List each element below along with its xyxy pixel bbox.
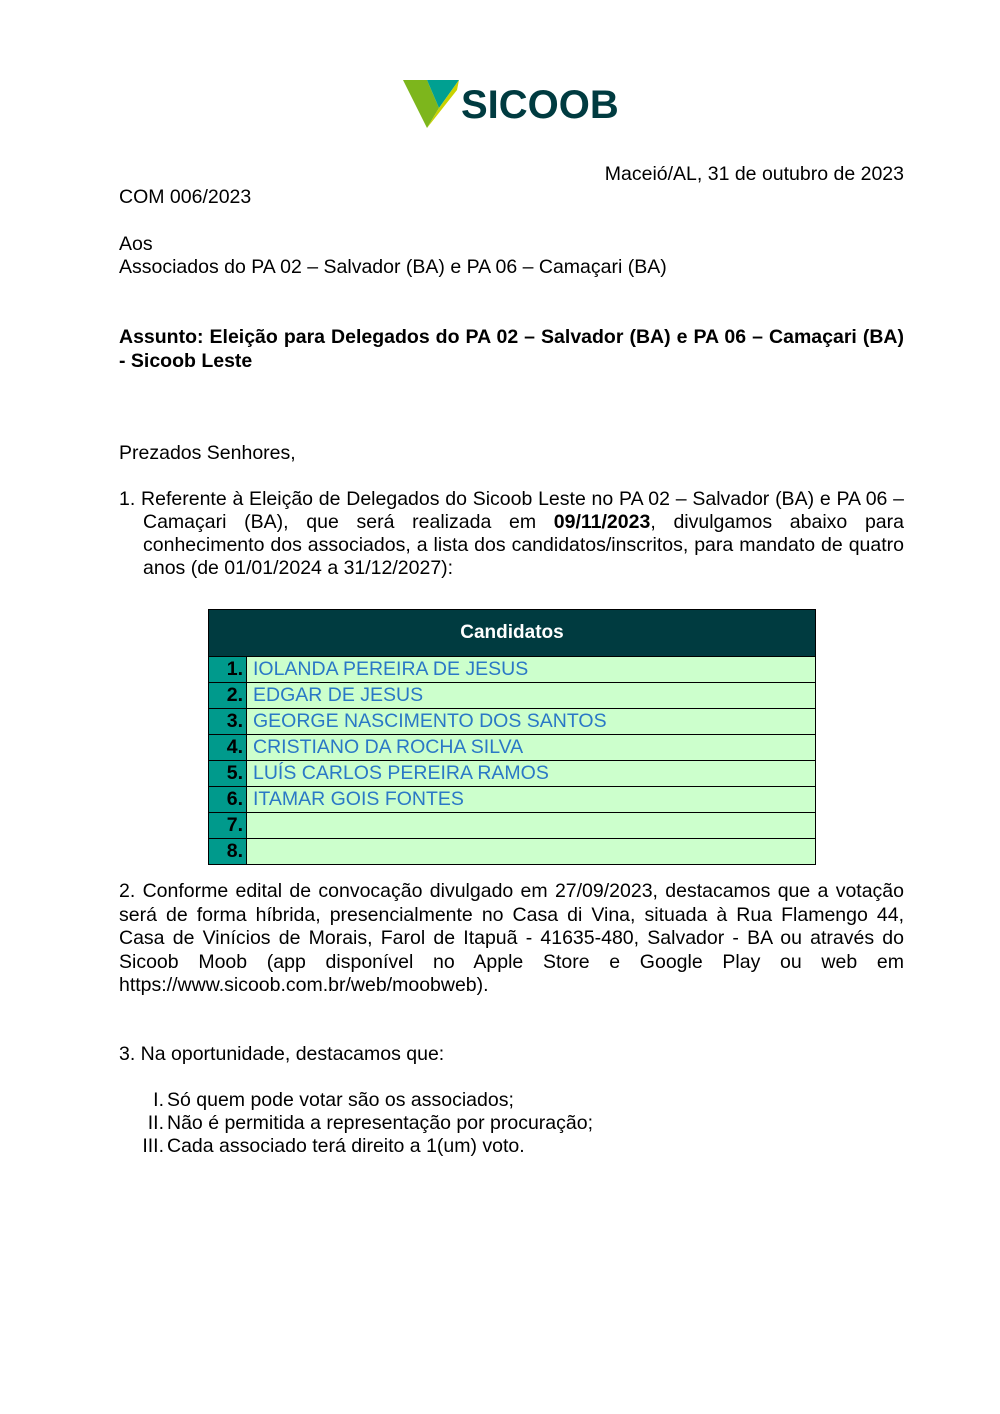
list-item <box>140 1112 593 1135</box>
candidates-table-header: Candidatos <box>209 610 816 657</box>
document-reference: COM 006/2023 <box>119 186 252 208</box>
recipient-line-2: Associados do PA 02 – Salvador (BA) e PA 06 – Camaçari (BA) <box>119 256 667 278</box>
paragraph-1 <box>119 488 904 580</box>
rule-text: Cada associado terá direito a 1(um) voto. <box>167 1135 525 1157</box>
greeting: Prezados Senhores, <box>119 442 296 464</box>
candidate-name <box>247 839 816 865</box>
candidate-name: EDGAR DE JESUS <box>247 683 816 709</box>
candidate-name: ITAMAR GOIS FONTES <box>247 787 816 813</box>
candidate-number: 6. <box>209 787 247 813</box>
rule-number: I. <box>153 1089 164 1111</box>
logo-wordmark: SICOOB <box>461 83 619 127</box>
candidate-name <box>247 813 816 839</box>
table-row <box>209 813 816 839</box>
table-row <box>209 787 816 813</box>
rule-number: II. <box>147 1112 164 1134</box>
table-row <box>209 735 816 761</box>
rule-text: Não é permitida a representação por procuração; <box>167 1112 593 1134</box>
candidate-number: 3. <box>209 709 247 735</box>
list-item <box>140 1089 514 1112</box>
subject-line: Assunto: Eleição para Delegados do PA 02 – Salvador (BA) e PA 06 – Camaçari (BA) - Sicoob Leste <box>119 326 904 372</box>
candidate-number: 8. <box>209 839 247 865</box>
table-row <box>209 709 816 735</box>
rules-list <box>140 1089 593 1158</box>
sicoob-logo <box>403 76 623 130</box>
rule-text: Só quem pode votar são os associados; <box>167 1089 514 1111</box>
candidate-number: 1. <box>209 657 247 683</box>
candidate-number: 5. <box>209 761 247 787</box>
table-row <box>209 761 816 787</box>
paragraph-1-text-end: , divulgamos abaixo para conhecimento dos associados, a lista dos candidatos/inscritos, para mandato de quatro anos (de 01/01/2024 a 31/12/2027): <box>143 511 904 579</box>
table-row <box>209 657 816 683</box>
candidate-name: CRISTIANO DA ROCHA SILVA <box>247 735 816 761</box>
candidates-table <box>208 609 816 865</box>
candidate-name: LUÍS CARLOS PEREIRA RAMOS <box>247 761 816 787</box>
candidate-number: 7. <box>209 813 247 839</box>
table-row <box>209 839 816 865</box>
election-date: 09/11/2023 <box>553 511 651 533</box>
rule-number: III. <box>142 1135 164 1157</box>
recipient-line-1: Aos <box>119 233 153 255</box>
table-row <box>209 683 816 709</box>
candidate-name: GEORGE NASCIMENTO DOS SANTOS <box>247 709 816 735</box>
paragraph-3: 3. Na oportunidade, destacamos que: <box>119 1043 445 1065</box>
paragraph-2: 2. Conforme edital de convocação divulgado em 27/09/2023, destacamos que a votação será de forma híbrida, presencialmente no Casa di Vina, situada à Rua Flamengo 44, Casa de Vinícios de Morais, Farol de Itapuã - 41635-480, Salvador - BA ou através do Sicoob Moob (app disponível no Apple Store e Google Play ou web em https://www.sicoob.com.br/web/moobweb). <box>119 880 904 996</box>
candidate-number: 2. <box>209 683 247 709</box>
letter-date: Maceió/AL, 31 de outubro de 2023 <box>604 163 904 185</box>
candidate-name: IOLANDA PEREIRA DE JESUS <box>247 657 816 683</box>
paragraph-1-number: 1. <box>119 488 136 510</box>
candidate-number: 4. <box>209 735 247 761</box>
list-item <box>140 1135 525 1158</box>
paragraph-1-text-start: Referente à Eleição de Delegados do Sicoob Leste no PA 02 – Salvador (BA) e PA 06 – Camaçari (BA), que será realizada em <box>141 488 905 533</box>
